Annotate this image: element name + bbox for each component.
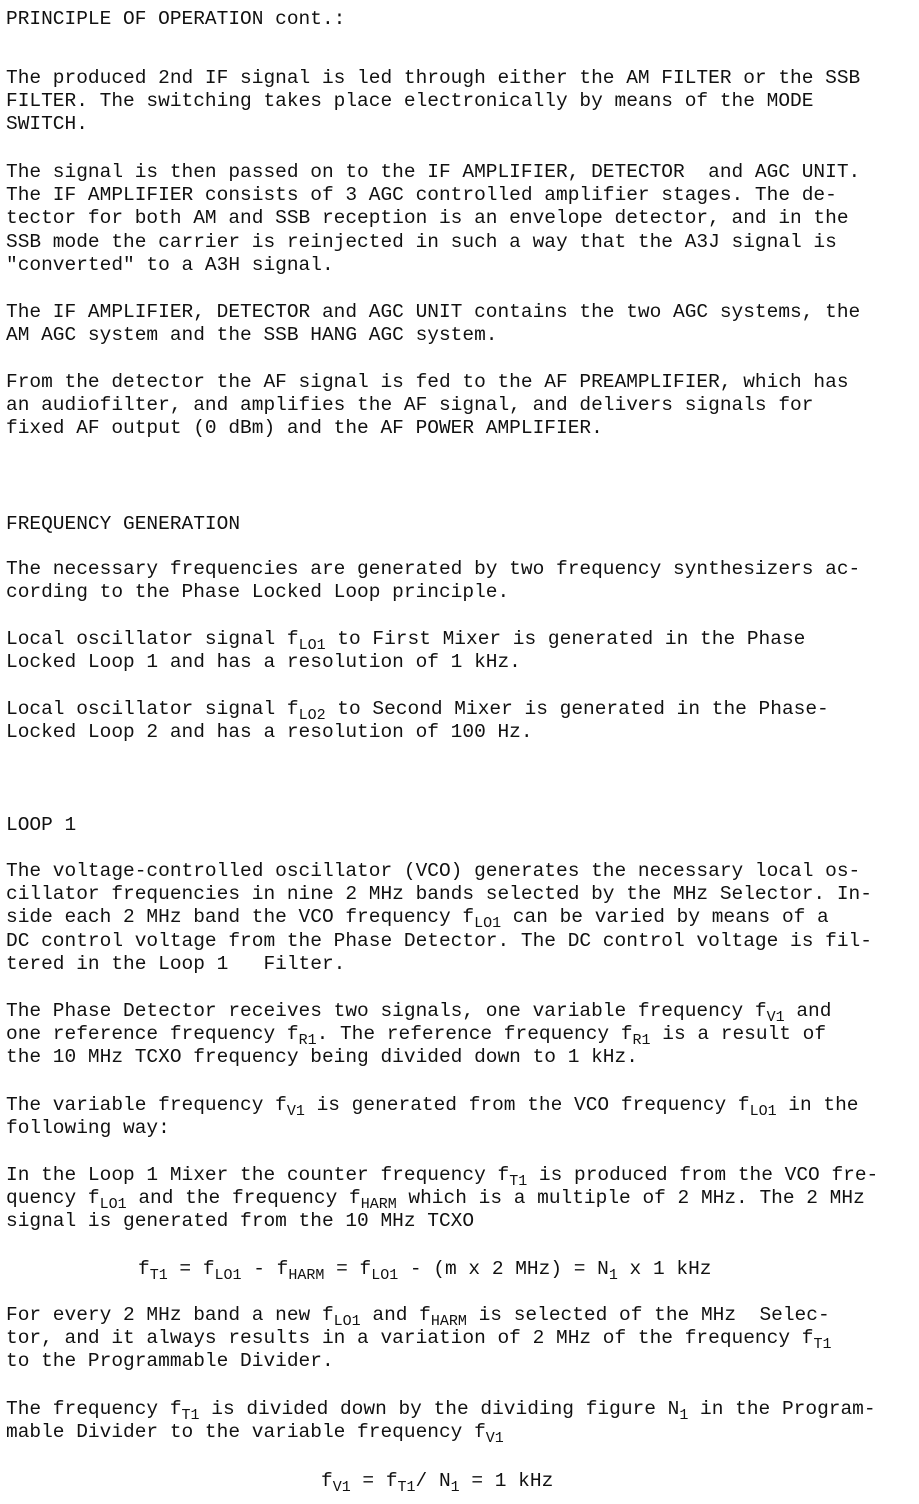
text-run: in the xyxy=(776,1094,859,1116)
text-run: and xyxy=(784,1000,832,1022)
text-run: is produced from the VCO fre- xyxy=(527,1164,879,1186)
subscript: T1 xyxy=(813,1336,832,1354)
paragraph-variable-frequency xyxy=(6,1094,911,1140)
subscript: V1 xyxy=(286,1103,305,1120)
paragraph-local-oscillator-2 xyxy=(6,698,911,744)
subscript: T1 xyxy=(509,1173,528,1190)
paragraph-agc-systems: The IF AMPLIFIER, DETECTOR and AGC UNIT contains the two AGC systems, the AM AGC system and the SSB HANG AGC system. xyxy=(6,301,861,347)
text-run: f xyxy=(321,1470,333,1492)
text-run: which is a multiple of 2 MHz. The 2 MHz xyxy=(396,1187,865,1210)
text-run: = 1 kHz xyxy=(459,1470,554,1492)
subscript: 1 xyxy=(450,1479,460,1496)
text-run: The Phase Detector receives two signals, one variable frequency f xyxy=(6,1000,767,1022)
paragraph-band-selection xyxy=(6,1304,911,1374)
subscript: T1 xyxy=(397,1479,416,1496)
paragraph-synthesizers: The necessary frequencies are generated by two frequency synthesizers ac- cording to the Phase Locked Loop principle. xyxy=(6,558,861,604)
text-run: is selected of the MHz Selec- xyxy=(466,1304,830,1326)
text-run: The voltage-controlled oscillator (VCO) generates the necessary local os- cillator frequencies in nine 2 MHz bands selected by the MHz Selector. In- xyxy=(6,860,872,906)
text-run: signal is generated from the 10 MHz TCXO xyxy=(6,1210,475,1233)
text-run: Local oscillator signal f xyxy=(6,628,299,650)
subscript: LO1 xyxy=(214,1267,242,1284)
subscript: V1 xyxy=(332,1479,351,1496)
text-run: Locked Loop 2 and has a resolution of 100 Hz. xyxy=(6,721,533,744)
text-run: can be varied by means of a xyxy=(501,906,829,929)
text-run: side each 2 MHz band the VCO frequency f xyxy=(6,906,475,929)
subscript: LO2 xyxy=(298,707,326,724)
text-run: / N xyxy=(415,1470,451,1492)
subscript: LO1 xyxy=(333,1313,361,1330)
subscript: LO1 xyxy=(298,637,326,654)
subscript: 1 xyxy=(608,1267,618,1284)
subscript: T1 xyxy=(181,1407,200,1424)
text-run: and f xyxy=(360,1304,431,1326)
subscript: V1 xyxy=(766,1009,785,1026)
paragraph-vco xyxy=(6,860,911,976)
subscript: T1 xyxy=(149,1267,168,1284)
text-run: - f xyxy=(241,1258,289,1280)
section-heading-loop-1: LOOP 1 xyxy=(6,814,77,836)
paragraph-if-filter: The produced 2nd IF signal is led through either the AM FILTER or the SSB FILTER. The switching takes place electronically by means of the MODE SWITCH. xyxy=(6,67,861,136)
paragraph-loop-mixer xyxy=(6,1164,911,1234)
text-run: DC control voltage from the Phase Detector. The DC control voltage is fil- tered in the Loop 1 Filter. xyxy=(6,929,872,975)
text-run: = f xyxy=(324,1258,372,1280)
text-run: = f xyxy=(167,1258,215,1280)
subscript: V1 xyxy=(485,1430,504,1448)
text-run: In the Loop 1 Mixer the counter frequency f xyxy=(6,1164,510,1186)
text-run: Local oscillator signal f xyxy=(6,698,299,720)
text-run: in the Program- xyxy=(688,1398,876,1420)
text-run: to the Programmable Divider. xyxy=(6,1350,334,1373)
subscript: LO1 xyxy=(99,1196,127,1214)
paragraph-af-preamplifier: From the detector the AF signal is fed to the AF PREAMPLIFIER, which has an audiofilter, and amplifies the AF signal, and delivers signals for fixed AF output (0 dBm) and the AF POWER AMPLIFIER. xyxy=(6,371,849,440)
text-run: Locked Loop 1 and has a resolution of 1 kHz. xyxy=(6,651,521,674)
text-run: For every 2 MHz band a new f xyxy=(6,1304,334,1326)
text-run: . The reference frequency f xyxy=(316,1023,633,1046)
text-run: mable Divider to the variable frequency f xyxy=(6,1421,486,1444)
text-run: following way: xyxy=(6,1117,170,1140)
page-heading: PRINCIPLE OF OPERATION cont.: xyxy=(6,8,346,30)
text-run: is a result of xyxy=(650,1023,827,1046)
text-run: = f xyxy=(350,1470,398,1492)
subscript: R1 xyxy=(632,1032,651,1050)
text-run: The frequency f xyxy=(6,1398,182,1420)
text-run: the 10 MHz TCXO frequency being divided down to 1 kHz. xyxy=(6,1046,638,1069)
subscript: LO1 xyxy=(749,1103,777,1120)
subscript: HARM xyxy=(430,1313,467,1330)
text-run: is divided down by the dividing figure N xyxy=(199,1398,680,1420)
paragraph-programmable-divider xyxy=(6,1398,911,1448)
text-run: and the frequency f xyxy=(126,1187,361,1210)
text-run: is generated from the VCO frequency f xyxy=(304,1094,750,1116)
paragraph-if-amplifier: The signal is then passed on to the IF AMPLIFIER, DETECTOR and AGC UNIT. The IF AMPLIFIER consists of 3 AGC controlled amplifier stages. The de- tector for both AM and SSB reception is an envelope detector, and in the SSB mode the carrier is reinjected in such a way that the A3J signal is "converted" to a A3H signal. xyxy=(6,161,861,276)
paragraph-phase-detector xyxy=(6,1000,911,1070)
subscript: HARM xyxy=(288,1267,325,1284)
section-heading-frequency-generation: FREQUENCY GENERATION xyxy=(6,513,241,535)
text-run: one reference frequency f xyxy=(6,1023,299,1046)
text-run: The variable frequency f xyxy=(6,1094,287,1116)
subscript: LO1 xyxy=(371,1267,399,1284)
subscript: HARM xyxy=(360,1196,397,1214)
text-run: to Second Mixer is generated in the Phase- xyxy=(325,698,829,720)
subscript: LO1 xyxy=(474,915,502,933)
text-run: tor, and it always results in a variation of 2 MHz of the frequency f xyxy=(6,1327,814,1350)
text-run: to First Mixer is generated in the Phase xyxy=(325,628,806,650)
text-run: f xyxy=(138,1258,150,1280)
text-run: quency f xyxy=(6,1187,100,1210)
equation-variable-frequency xyxy=(321,1470,554,1496)
text-run: x 1 kHz xyxy=(617,1258,712,1280)
subscript: 1 xyxy=(679,1407,689,1424)
subscript: R1 xyxy=(298,1032,317,1050)
text-run: - (m x 2 MHz) = N xyxy=(398,1258,609,1280)
equation-counter-frequency xyxy=(138,1258,712,1284)
paragraph-local-oscillator-1 xyxy=(6,628,911,674)
